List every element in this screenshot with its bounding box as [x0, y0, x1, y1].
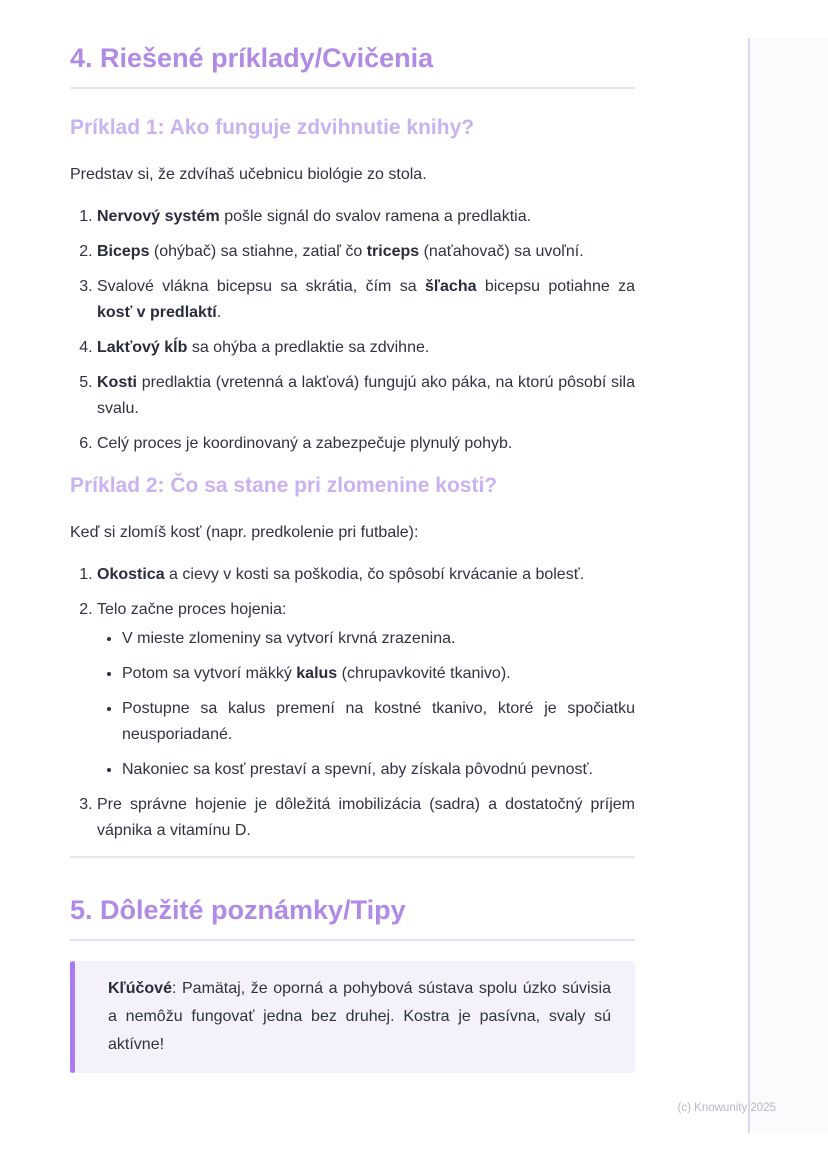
- list-item-text: Svalové vlákna bicepsu sa skrátia, čím sa šľacha bicepsu potiahne za kosť v predlaktí.: [97, 278, 636, 321]
- list-item: [97, 370, 635, 422]
- example1-steps-list: [70, 204, 635, 457]
- section-heading-notes: 5. Dôležité poznámky/Tipy: [70, 894, 635, 941]
- example1-heading: Príklad 1: Ako funguje zdvihnutie knihy?: [70, 116, 475, 139]
- list-item-text: Kosti predlaktia (vretenná a lakťová) fungujú ako páka, na ktorú pôsobí sila svalu.: [97, 374, 635, 417]
- example2-intro: Keď si zlomíš kosť (napr. predkolenie pri futbale):: [70, 524, 419, 541]
- list-item: [97, 792, 635, 844]
- list-item: [97, 431, 635, 457]
- list-item-text: Okostica a cievy v kosti sa poškodia, čo spôsobí krvácanie a bolesť.: [97, 566, 585, 583]
- key-note-callout: [70, 961, 635, 1073]
- list-item-text: Biceps (ohýbač) sa stiahne, zatiaľ čo triceps (naťahovač) sa uvoľní.: [97, 243, 584, 260]
- list-item: [97, 239, 635, 265]
- footer-copyright: (c) Knowunity 2025: [677, 1102, 776, 1114]
- list-item-text: V mieste zlomeniny sa vytvorí krvná zrazenina.: [122, 630, 456, 647]
- list-item: [122, 626, 635, 652]
- list-item: [97, 562, 635, 588]
- example1-intro: Predstav si, že zdvíhaš učebnicu biológie zo stola.: [70, 166, 427, 183]
- list-item-text: Telo začne proces hojenia:: [97, 601, 287, 618]
- list-item: [97, 597, 635, 783]
- list-item-text: Celý proces je koordinovaný a zabezpečuje plynulý pohyb.: [97, 435, 513, 452]
- callout-text: Kľúčové: Pamätaj, že oporná a pohybová sústava spolu úzko súvisia a nemôžu fungovať jedna bez druhej. Kostra je pasívna, svaly sú aktívne!: [108, 980, 611, 1053]
- list-item: [122, 661, 635, 687]
- healing-subpoints-list: [97, 626, 635, 783]
- list-item: [97, 204, 635, 230]
- section-divider: [70, 856, 635, 858]
- list-item: [122, 757, 635, 783]
- list-item-text: Pre správne hojenie je dôležitá imobilizácia (sadra) a dostatočný príjem vápnika a vitamínu D.: [97, 796, 635, 839]
- list-item-text: Postupne sa kalus premení na kostné tkanivo, ktoré je spočiatku neusporiadané.: [122, 700, 635, 743]
- list-item-text: Lakťový kĺb sa ohýba a predlaktie sa zdvihne.: [97, 339, 430, 356]
- list-item: [97, 335, 635, 361]
- example2-steps-list: [70, 562, 635, 844]
- list-item: [97, 274, 635, 326]
- list-item-text: Nakoniec sa kosť prestaví a spevní, aby získala pôvodnú pevnosť.: [122, 761, 593, 778]
- section-heading-examples: 4. Riešené príklady/Cvičenia: [70, 42, 635, 89]
- callout-accent-bar: [70, 961, 75, 1073]
- list-item-text: Potom sa vytvorí mäkký kalus (chrupavkovité tkanivo).: [122, 665, 511, 682]
- list-item: [122, 696, 635, 748]
- page-edge-divider: [748, 38, 750, 1133]
- document-content: [70, 0, 635, 1073]
- example2-heading: Príklad 2: Čo sa stane pri zlomenine kosti?: [70, 474, 498, 497]
- page-edge-strip: [750, 38, 828, 1133]
- list-item-text: Nervový systém pošle signál do svalov ramena a predlaktia.: [97, 208, 532, 225]
